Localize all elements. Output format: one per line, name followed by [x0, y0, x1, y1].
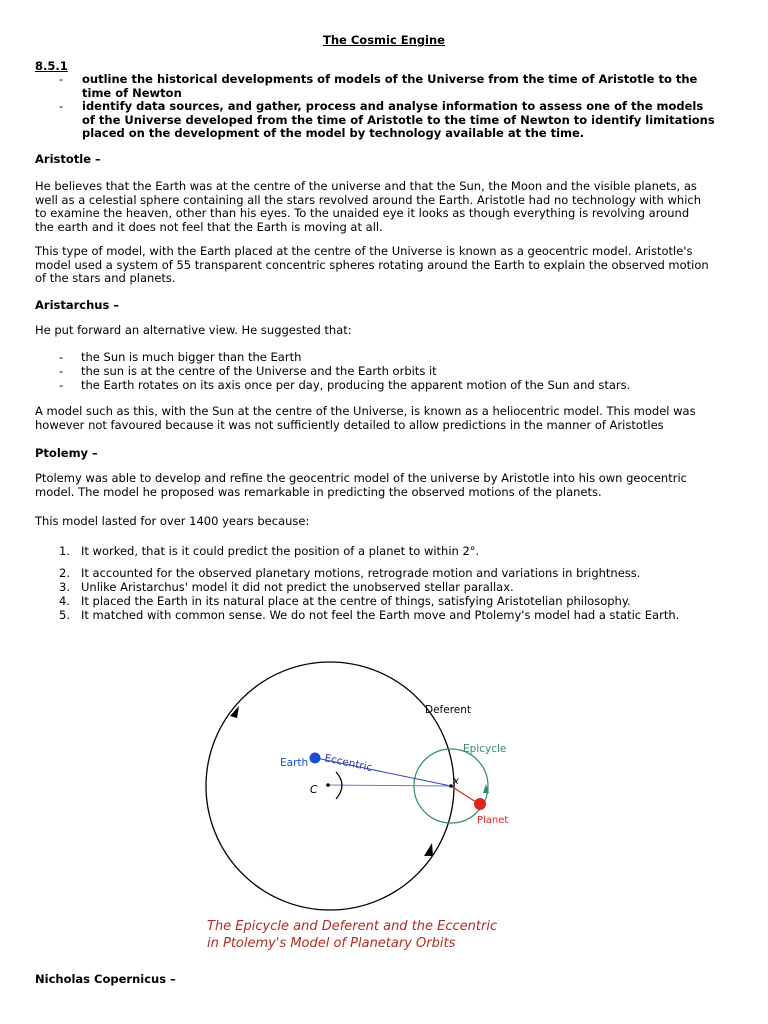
text-line: to examine the heaven, other than his eyes. To the unaided eye it looks as though everything is revolving around [35, 206, 690, 220]
earth-label: Earth [280, 757, 309, 769]
text-line: well as a celestial sphere containing all the stars revolved around the Earth. Aristotle had no technology with which [35, 192, 702, 207]
bullet-dash: - [59, 364, 64, 378]
objective-text: placed on the development of the model by technology available at the time. [82, 126, 585, 140]
figure-caption [207, 918, 527, 952]
text-line: however not favoured because it was not sufficiently detailed to allow predictions in the manner of Aristotles [35, 417, 664, 432]
page-title: The Cosmic Engine [323, 33, 445, 47]
heading-ptolemy: Ptolemy – [35, 446, 98, 460]
text-line: Ptolemy was able to develop and refine the geocentric model of the universe by Aristotle into his own geocentric [35, 471, 687, 485]
objective-text: identify data sources, and gather, process and analyse information to assess one of the models [82, 99, 704, 113]
list-item-text: It placed the Earth in its natural place at the centre of things, satisfying Aristotelian philosophy. [81, 594, 631, 608]
list-item-text: It matched with common sense. We do not feel the Earth move and Ptolemy's model had a static Earth. [81, 608, 680, 622]
list-item-text: the Earth rotates on its axis once per day, producing the apparent motion of the Sun and stars. [81, 378, 631, 392]
list-item-text: the sun is at the centre of the Universe and the Earth orbits it [81, 364, 437, 378]
bullet-dash: - [59, 99, 64, 113]
heading-aristarchus: Aristarchus – [35, 298, 120, 312]
earth-dot [310, 753, 321, 764]
deferent-label: Deferent [425, 704, 472, 716]
x-label: x [453, 776, 459, 787]
epicycle-label: Epicycle [463, 743, 507, 755]
objective-text: outline the historical developments of models of the Universe from the time of Aristotle to the [82, 72, 698, 86]
text-line: the earth and it does not feel that the Earth is moving at all. [35, 219, 383, 234]
objective-text: of the Universe developed from the time of Aristotle to the time of Newton to identify limitations [82, 112, 715, 127]
list-number: 2. [59, 566, 70, 580]
objective-text: time of Newton [82, 85, 182, 100]
list-item-text: the Sun is much bigger than the Earth [81, 350, 302, 364]
heading-aristotle: Aristotle – [35, 152, 101, 166]
paragraph: He put forward an alternative view. He suggested that: [35, 323, 352, 337]
caption-line: The Epicycle and Deferent and the Eccentric [207, 919, 498, 934]
deferent-arrow-icon [424, 843, 433, 856]
list-number: 1. [59, 544, 70, 558]
list-item-text: It worked, that is it could predict the position of a planet to within 2°. [81, 544, 480, 558]
text-line: A model such as this, with the Sun at the centre of the Universe, is known as a heliocentric model. This model was [35, 404, 696, 418]
center-line [328, 785, 451, 786]
text-line: of the stars and planets. [35, 271, 176, 285]
paragraph: This model lasted for over 1400 years because: [35, 514, 310, 528]
list-number: 3. [59, 580, 70, 594]
planet-dot [474, 798, 486, 810]
heading-copernicus: Nicholas Copernicus – [35, 972, 176, 986]
bullet-dash: - [59, 72, 64, 86]
eccentric-label: Eccentric [323, 752, 374, 775]
bullet-dash: - [59, 350, 64, 364]
list-item-text: It accounted for the observed planetary motions, retrograde motion and variations in brightness. [81, 566, 641, 580]
text-line: This type of model, with the Earth placed at the centre of the Universe is known as a geocentric model. Aristotle's [35, 244, 693, 258]
text-line: model. The model he proposed was remarkable in predicting the observed motions of the planets. [35, 484, 602, 499]
center-dot [326, 783, 330, 787]
planet-label: Planet [477, 815, 509, 826]
text-line: model used a system of 55 transparent concentric spheres rotating around the Earth to explain the observed motion [35, 257, 709, 272]
list-item-text: Unlike Aristarchus' model it did not predict the unobserved stellar parallax. [81, 580, 514, 594]
text-line: He believes that the Earth was at the centre of the universe and that the Sun, the Moon and the visible planets, as [35, 179, 697, 193]
caption-line: in Ptolemy's Model of Planetary Orbits [207, 936, 456, 951]
bullet-dash: - [59, 378, 64, 392]
list-number: 5. [59, 608, 70, 622]
center-label: C [310, 784, 318, 796]
section-code: 8.5.1 [35, 59, 68, 73]
list-number: 4. [59, 594, 70, 608]
